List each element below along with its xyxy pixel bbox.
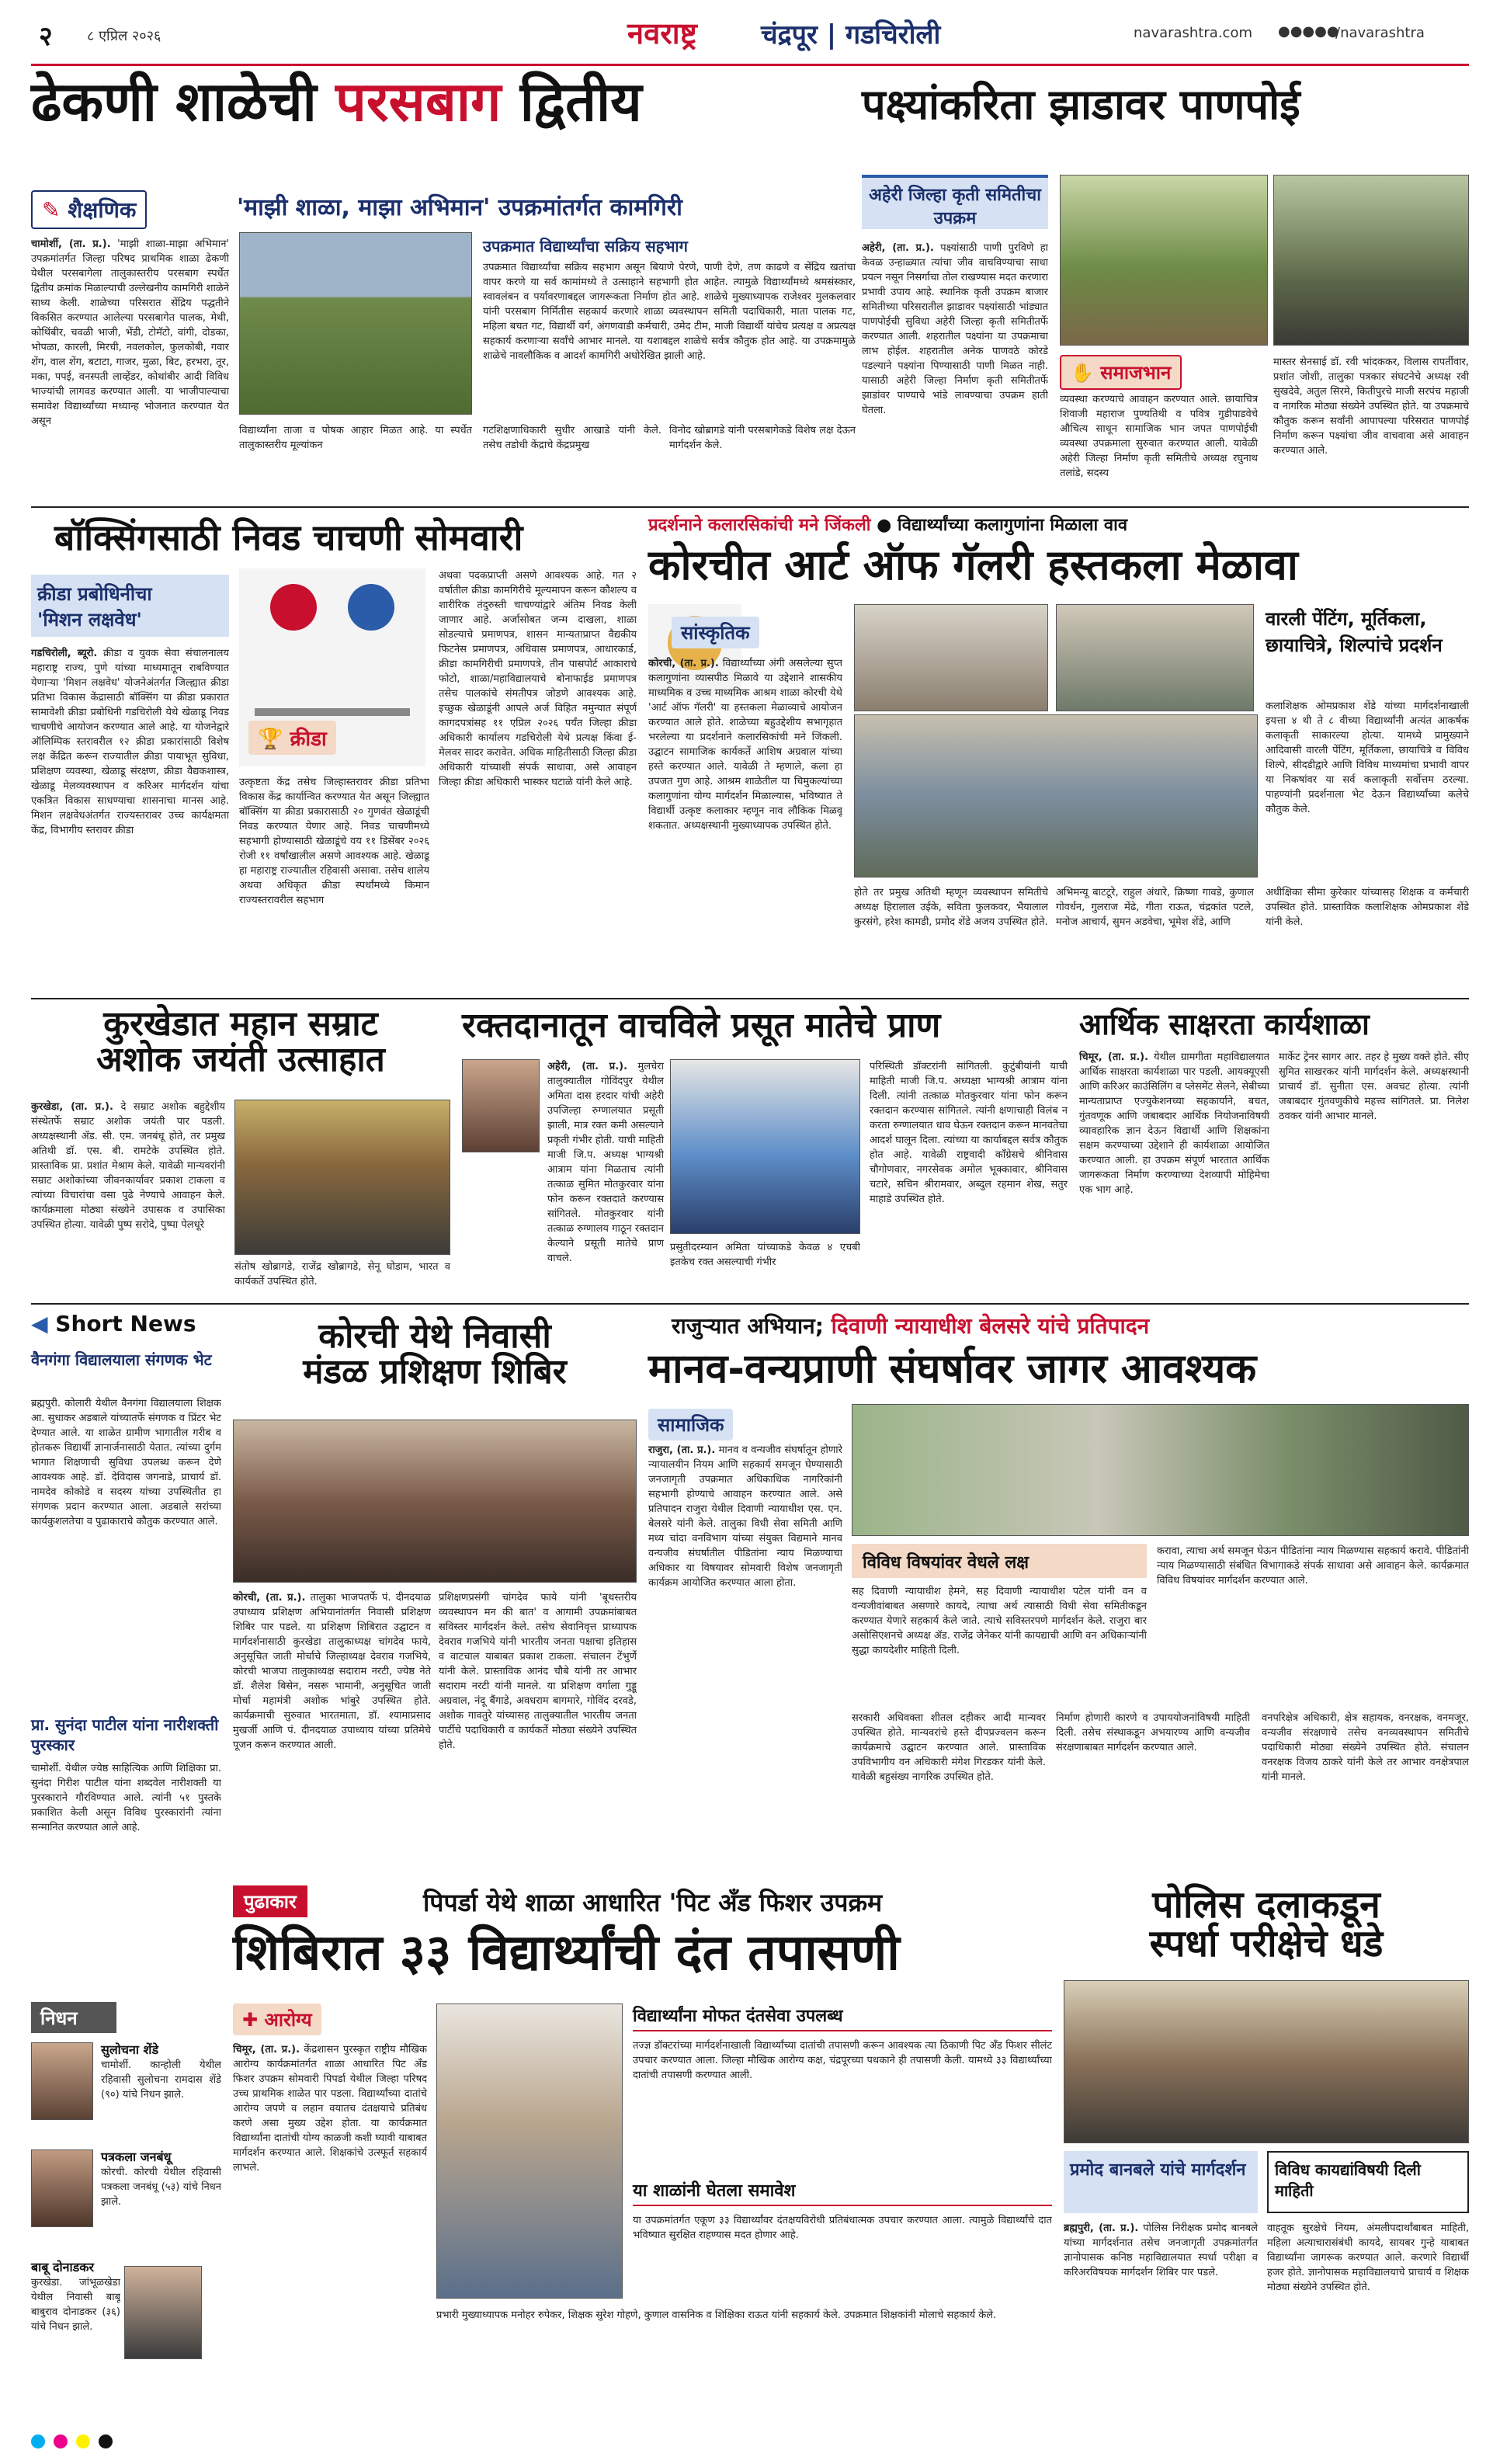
photo-caption: संतोष खोब्रागडे, राजेंद्र खोब्रागडे, सेनू घोडाम, भारत व कार्यकर्ते उपस्थित होते. [234, 1261, 450, 1288]
article-body: कोरची, (ता. प्र.). विद्यार्थ्यांच्या अंगी असलेल्या सुप्त कलागुणांना व्यासपीठ मिळावे या उद्देशाने शासकीय माध्यमिक व उच्च माध्यमिक आश्रम शाळा कोरची येथे 'आर्ट ऑफ गॅलरी' या हस्तकला मेळाव्याचे आयोजन करण्यात आले होते. शाळेच्या बहुउद्देशीय सभागृहात भरलेल्या या प्रदर्शनाने कलारसिकांची मने जिंकली. उद्घाटन सामाजिक कार्यकर्ते आशिष अग्रवाल यांच्या हस्ते करण्यात आले. यावेळी ते म्हणाले, कला हा उपजत गुण आहे. आश्रम शाळेतील या चिमुकल्यांच्या कलागुणांना योग्य मार्गदर्शन मिळाल्यास, भविष्यात ते विद्यार्थी उत्कृष्ट कलाकार म्हणून नाव लौकिक मिळवू शकतात. अध्यक्षस्थानी मुख्याध्यापक उपस्थित होते. [648, 658, 842, 832]
article-body: चिमूर, (ता. प्र.). केंद्रशासन पुरस्कृत राष्ट्रीय मौखिक आरोग्य कार्यक्रमांतर्गत शाळा आधारित पिट अँड फिशर उपक्रम सोमवारी पिपर्डा येथील जिल्हा परिषद उच्च प्राथमिक शाळेत पार पडला. विद्यार्थ्यांच्या दातांचे आरोग्य जपणे व लहान वयातच दंतक्षयाचे प्रतिबंध करणे असा मुख्य उद्देश होता. या कार्यक्रमात विद्यार्थ्यांना दातांची योग्य काळजी कशी घ्यावी याबाबत मार्गदर्शन करण्यात आले. शिक्षकांचे उत्स्फूर्त सहकार्य लाभले. [233, 2044, 427, 2174]
kicker-label: पुढाकार [233, 1885, 307, 1917]
portrait-1 [31, 2042, 93, 2120]
short-news-headline-2: प्रा. सुनंदा पाटील यांना नारीशक्ती पुरस्कार [31, 1715, 219, 1754]
article-body-3: उपक्रमात विद्यार्थ्यांचा सक्रिय सहभाग असून बियाणे पेरणे, पाणी देणे, तण काढणे व सेंद्रिय खतांचा वापर करणे या सर्व कामांमध्ये ते उत्साहाने सहभागी होत आहेत. त्यामुळे विद्यार्थ्यांमध्ये श्रमसंस्कार, स्वावलंबन व पर्यावरणाबद्दल जागरूकता निर्माण होत आहे. शाळेचे मुख्याध्यापक राजेश्वर मुलकलवार यांनी परसबाग निर्मितीस सहकार्य करणारे शाळा व्यवस्थापन समिती पदाधिकारी, माता पालक गट, महिला बचत गट, विद्यार्थी वर्ग, अंगणवाडी कर्मचारी, उमेद टीम, माजी विद्यार्थी यांचेच प्रत्यक्ष व अप्रत्यक्ष सहकार्य करणाऱ्या सर्वांचे आभार मानले. या यशाबद्दल शाळेचे सर्वत्र कौतुक होत आहे. या उपक्रमामुळे शाळेचे नावलौकिक व आदर्श कामगिरी अधोरेखित झाली आहे. [483, 262, 856, 362]
page-number: २ [39, 21, 53, 52]
tree-waterpot-photo [1060, 175, 1268, 346]
category-tag: 🏆 क्रीडा [248, 721, 336, 755]
hands-icon: ✋ [1071, 362, 1101, 384]
trophy-icon: 🏆 [258, 728, 290, 751]
obituary-text-1: चामोर्शी. कान्होली येथील रहिवासी सुलोचना रामदास शेंडे (९०) यांचे निधन झाले. [101, 2059, 221, 2101]
story-dhekani-school [31, 70, 856, 501]
article-body: चिमूर, (ता. प्र.). येथील ग्रामगीता महाविद्यालयात आर्थिक साक्षरता कार्यशाळा पार पडली. आयक्यूएसी आणि करिअर काउंसिलिंग व प्लेसमेंट सेलने, सेबीच्या मान्यताप्राप्त एज्युकेशनच्या सहकार्याने, बचत, गुंतवणूक आणि जबाबदार आर्थिक नियोजनाविषयी व्यावहारिक ज्ञान देऊन विद्यार्थी आणि शिक्षकांना सक्षम करण्याच्या उद्देशाने ही कार्यशाळा आयोजित करण्यात आली. हा उपक्रम संपूर्ण भारतात आर्थिक जागरूकता निर्माण करण्याच्या देशव्यापी मोहिमेचा एक भाग आहे. [1079, 1051, 1269, 1196]
headline: कुरखेडात महान सम्राट अशोक जयंती उत्साहात [96, 1004, 385, 1080]
obituary-label: निधन [31, 2002, 116, 2033]
article-body-2: उत्कृष्टता केंद्र तसेच जिल्हास्तरावर क्रीडा प्रतिभा विकास केंद्र कार्यान्वित करण्यात येत असून जिल्ह्यात बॉक्सिंग या क्रीडा प्रकारासाठी २० गुणवंत खेळाडूंची निवड करण्यात येणार आहे. निवड चाचणीमध्ये सहभागी होण्यासाठी खेळाडूंचे वय ११ डिसेंबर २०२६ रोजी ११ वर्षांखालील असणे आवश्यक आहे. खेळाडू हा महाराष्ट्र राज्यातील रहिवासी असावा. तसेच शालेय अथवा अधिकृत क्रीडा स्पर्धांमध्ये किमान राज्यस्तरावरील सहभाग [239, 777, 429, 906]
section-divider [31, 506, 1469, 508]
article-body-3: करावा, त्याचा अर्थ समजून घेऊन पीडितांना न्याय मिळण्यास सहकार्य करावे. पीडितांनी न्याय मिळण्यासाठी संबंधित विभागाकडे संपर्क साधावा असे आवाहन केले. कार्यक्रमात विविध विषयांवर मार्गदर्शन करण्यात आले. [1157, 1545, 1469, 1586]
article-body-2: प्रशिक्षणप्रसंगी चांगदेव फाये यांनी 'बूथस्तरीय व्यवस्थापन मन की बात' व आगामी उपक्रमांबाबत सविस्तर मार्गदर्शन केले. तसेच सेवानिवृत्त प्राध्यापक देवराव गजभिये यांनी भारतीय जनता पक्षाचा इतिहास व वाटचाल याबाबत प्रकाश टाकला. संचालन टेंभुर्णे यांनी केले. प्रास्ताविक आनंद चौबे यांनी तर आभार सदाराम नरटी यांनी मानले. या प्रशिक्षण वर्गाला गुड्डू अग्रवाल, नंदू बैंगाडे, अवधराम बागमारे, गोविंद दरवडे, अशोक गावतुरे यांच्यासह तालुक्यातील भारतीय जनता पार्टीचे पदाधिकारी व कार्यकर्ते मोठ्या संख्येने उपस्थित होते. [439, 1592, 637, 1751]
article-body: गडचिरोली, ब्यूरो. क्रीडा व युवक सेवा संचालनालय महाराष्ट्र राज्य, पुणे यांच्या माध्यमातून राबविण्यात येणाऱ्या 'मिशन लक्षवेध' योजनेअंतर्गत जिल्ह्यात क्रीडा प्रतिभा विकास केंद्रासाठी बॉक्सिंग या क्रीडा प्रकारात सामावेशी क्रीडा प्रबोधिनी गडचिरोली येथे खेळाडू निवड चाचणीचे आयोजन करण्यात आले आहे. या योजनेद्वारे ऑलिम्पिक स्तरावरील १२ क्रीडा प्रकारांसाठी विशेष लक्ष केंद्रित करून राज्यातील क्रीडा पायाभूत सुविधा, प्रशिक्षण व्यवस्था, खेळाडू संरक्षण, क्रीडा वैद्यकशास्त्र, खेळाडू मेलव्यवस्थापन व करिअर मार्गदर्शन यांचा एकत्रित विकास साधण्याचा शासनाचा मानस आहे. मिशन लक्षवेधअंतर्गत राज्यस्तरावर उच्च कार्यक्षमता केंद्र, विभागीय स्तरावर क्रीडा [31, 648, 229, 836]
headline: कोरची येथे निवासी मंडळ प्रशिक्षण शिबिर [303, 1316, 567, 1392]
article-body: अहेरी, (ता. प्र.). मुलचेरा तालुक्यातील गोविंदपुर येथील अमिता दास हरदार यांची अहेरी उपजिल्हा रुग्णालयात प्रसूती झाली, मात्र रक्त कमी असल्याने प्रकृती गंभीर होती. याची माहिती माजी जि.प. अध्यक्ष भाग्यश्री आत्राम यांना मिळताच त्यांनी तत्काळ सुमित मोतकुरवार यांना फोन करून रक्तदाते करण्यास सांगितले. मोतकुरवार यांनी तत्काळ रुग्णालय गाठून रक्तदान केल्याने प्रसूती मातेचे प्राण वाचले. [547, 1061, 664, 1264]
category-tag: ✚ आरोग्य [233, 2004, 321, 2035]
headline: मानव-वन्यप्राणी संघर्षावर जागर आवश्यक [648, 1346, 1257, 1392]
headline: बॉक्सिंगसाठी निवड चाचणी सोमवारी [54, 516, 523, 558]
training-camp-photo [233, 1420, 637, 1583]
social-handle[interactable]: /navarashtra [1335, 25, 1425, 41]
short-news-label: ◀ Short News [31, 1311, 196, 1336]
article-body-2: व्यवस्था करण्याचे आवाहन करण्यात आले. छायाचित्र शिवाजी महाराज पुण्यतिथी व पवित्र गुडीपाडवेचे औचित्य साधून सामाजिक भान जपत पाणपोईची व्यवस्था उपक्रमाला सुरुवात करण्यात आली. यावेळी अहेरी जिल्हा निर्माण कृती समितीचे अध्यक्ष रघुनाथ तलांडे, सदस्य [1060, 394, 1258, 479]
article-body: कोरची, (ता. प्र.). तालुका भाजपतर्फे पं. दीनदयाळ उपाध्याय प्रशिक्षण अभियानांतर्गत निवासी प्रशिक्षण शिबिर पार पडले. या प्रशिक्षण शिबिरात उद्घाटन व मार्गदर्शनासाठी कुरखेडा तालुकाध्यक्ष चांगदेव फाये, अनुसूचित जाती मोर्चाचे जिल्हाध्यक्ष देवराव गजभिये, कोरची भाजपा तालुकाध्यक्ष सदाराम नरटी, ज्येष्ठ नेते डॉ. शैलेश बिसेन, नसरू भामानी, अनुसूचित जाती मोर्चा महामंत्री अशोक भांबुरे उपस्थित होते. कार्यक्रमाची सुरुवात भारतमाता, डॉ. श्यामाप्रसाद मुखर्जी आणि पं. दीनदयाळ उपाध्याय यांच्या प्रतिमेचे पूजन करून करण्यात आली. [233, 1592, 431, 1751]
category-tag: ✋ समाजभान [1060, 355, 1182, 390]
arrow-icon: ◀ [31, 1311, 56, 1336]
obituary-text-2: कोरची. कोरची येथील रहिवासी पत्रकला जनबंधू (५३) यांचे निधन झाले. [101, 2167, 221, 2208]
short-news-body-1: ब्रह्मपुरी. कोलारी येथील वैनगंगा विद्यालयाला शिक्षक आ. सुधाकर अडबाले यांच्यातर्फे संगणक व प्रिंटर भेट देण्यात आले. या शाळेत ग्रामीण भागातील गरीब व होतकरू विद्यार्थी ज्ञानार्जनासाठी येतात. त्यांच्या दुर्गम भागात शिक्षणाची सुविधा उपलब्ध करून देणे आवश्यक आहे. डॉ. देविदास जगनाडे, प्राचार्य डॉ. नामदेव कोकोडे व सदस्य यांच्या उपस्थितीत हा संगणक प्रदान करण्यात आला. अडबाले सरांच्या कार्यकुशलतेचा व पुढाकाराचे कौतुक करण्यात आले. [31, 1398, 221, 1527]
kicker-line-1: क्रीडा प्रबोधिनीचा [37, 583, 152, 605]
story-human-wildlife [648, 1311, 1469, 1870]
guest-photo [1056, 604, 1254, 711]
group-photo [1273, 175, 1469, 346]
article-body: चामोर्शी, (ता. प्र.). 'माझी शाळा-माझा अभिमान' उपक्रमांतर्गत जिल्हा परिषद प्राथमिक शाळा ढेकणी येथील परसबागेला तालुकास्तरीय परसबाग स्पर्धेत द्वितीय क्रमांक मिळाल्याची उल्लेखनीय कामगिरी शाळेने साध्य केली. शाळेच्या परिसरात सेंद्रिय पद्धतीने विकसित करण्यात आलेल्या परसबागेत पालक, मेथी, कोथिंबीर, चवळी भाजी, भेंडी, टोमॅटो, वांगी, दोडका, भोपळा, कारली, मिरची, नवलकोल, फुलकोबी, गवार शेंग, वाल शेंग, बटाटा, गाजर, मुळा, बिट, हरभरा, तूर, मका, पपई, वनस्पती लाव्हेंडर, कोथांबीर आदी विविध भाज्यांची लागवड करण्यात आली. या भाजीपाल्याचा समावेश विद्यार्थ्यांच्या मध्यान्ह भोजनात करण्यात येत असून [31, 238, 229, 427]
portrait-2 [31, 2149, 93, 2227]
registration-marks [31, 2434, 1469, 2456]
article-body-4: प्रभारी मुख्याध्यापक मनोहर रुपेकर, शिक्षक सुरेश गोहणे, कुणाल वासनिक व शिक्षिका राऊत यांनी सहकार्य केले. उपक्रमात शिक्षकांनी मोलाचे सहकार्य केले. [436, 2309, 997, 2321]
box-heading: विविध विषयांवर वेधले लक्ष [852, 1544, 1147, 1578]
headline: ढेकणी शाळेची परसबाग द्वितीय [31, 70, 642, 134]
article-body-2: तज्ज्ञ डॉक्टरांच्या मार्गदर्शनाखाली विद्यार्थ्यांच्या दातांची तपासणी करून आवश्यक त्या ठिकाणी पिट अँड फिशर सीलंट उपचार करण्यात आला. जिल्हा मौखिक आरोग्य कक्ष, चंद्रपूरच्या पथकाने ही तपासणी केली. यामध्ये ३३ विद्यार्थ्यांच्या दातांची तपासणी करण्यात आली. [633, 2040, 1052, 2081]
box-heading-1: विद्यार्थ्यांना मोफत दंतसेवा उपलब्ध [633, 2004, 1052, 2031]
photo-caption: प्रसुतीदरम्यान अमिता यांच्याकडे केवळ ४ एचबी इतकेच रक्त असल्याची गंभीर [670, 1242, 860, 1268]
story-blood-donation [462, 1003, 1068, 1298]
blood-donor-photo [670, 1059, 860, 1234]
article-body-5: निर्माण होणारी कारणे व उपाययोजनांविषयी माहिती दिली. तसेच संस्थाकडून अभयारण्य आणि वन्यजीव संरक्षणाबाबत मार्गदर्शन करण्यात आले. [1056, 1712, 1250, 1753]
obituary-text-3: कुरखेडा. जांभूळखेडा येथील निवासी बाबू बाबुराव दोनाडकर (३६) यांचे निधन झाले. [31, 2277, 120, 2333]
newspaper-logo: नवराष्ट्र [627, 16, 697, 50]
article-body-6: वनपरिक्षेत्र अधिकारी, क्षेत्र सहायक, वनरक्षक, वनमजूर, वन्यजीव संरक्षणाचे तसेच वनव्यवस्थापन समितीचे पदाधिकारी मोठ्या संख्येने उपस्थित होते. संचालन वनरक्षक विजय ठाकरे यांनी केले तर आभार वनक्षेत्रपाल यांनी मानले. [1262, 1712, 1469, 1783]
story-birds-water [862, 74, 1469, 501]
seminar-photo [852, 1404, 1469, 1536]
mother-photo [462, 1059, 540, 1152]
kicker-box: अहेरी जिल्हा कृती समितीचा उपक्रम [862, 175, 1048, 229]
edition-name: चंद्रपूर | गडचिरोली [761, 19, 941, 50]
article-body-2: कलाशिक्षक ओमप्रकाश शेंडे यांच्या मार्गदर्शनाखाली इयत्ता ४ थी ते ८ वीच्या विद्यार्थ्यांनी अत्यंत आकर्षक कलाकृती साकारल्या होत्या. यामध्ये प्रामुख्याने आदिवासी वारली पेंटिंग, मूर्तिकला, छायाचित्रे व विविध शिल्पे, सीदडीद्वारे आणि विविध माध्यमांचा प्रभावी वापर या निकषांवर या सर्व कलाकृती सर्वोत्तम ठरल्या. पाहण्यांनी प्रदर्शनाला भेट देऊन विद्यार्थ्यांच्या कलेचे कौतुक केले. [1266, 700, 1469, 815]
short-news-headline-1: वैनगंगा विद्यालयाला संगणक भेट [31, 1350, 212, 1369]
article-body-5: विनोद खोब्रागडे यांनी परसबागेकडे विशेष लक्ष देऊन मार्गदर्शन केले. [669, 425, 856, 451]
story-korchi-art [648, 513, 1469, 994]
box-heading-2: विविध कायद्यांविषयी दिली माहिती [1267, 2151, 1469, 2213]
kicker: राजुऱ्यात अभियान; दिवाणी न्यायाधीश बेलसरे यांचे प्रतिपादन [672, 1313, 1150, 1339]
kicker-line-2: 'मिशन लक्षवेध' [37, 609, 142, 631]
article-body: अहेरी, (ता. प्र.). पक्ष्यांसाठी पाणी पुरविणे हा केवळ उन्हाळ्यात त्यांचा जीव वाचविण्याचा साधा प्रयत्न नसून निसर्गाचा तोल राखण्यास मदत करणारा प्रभावी उपाय आहे. स्थानिक कृती उपक्रम बाजार समितीच्या परिसरातील झाडावर पक्ष्यांसाठी भांड्यात पाणपोईची सुविधा अहेरी जिल्हा कृती समितीतर्फे करण्यात आली. शहरातील पक्ष्यांना या उपक्रमाचा लाभ होईल. शहरातील अनेक पाणवठे कोरडे पडल्याने पक्ष्यांना पिण्यासाठी पाणी मिळत नाही. यासाठी अहेरी जिल्हा निर्माण कृती समितीतर्फे झाडांवर पाण्याचे भांडे लावण्याचा उपक्रम हाती घेतला. [862, 242, 1048, 416]
article-body-4: अभिमन्यू बाटटूरे, राहुल अंधारे, क्रिष्णा गावडे, कुणाल गोवर्धन, गुलराज मेंढे, गीता राऊत, चंद्रकांत पटले, मनोज आचार्य, सुमन अडवेचा, भूमेश शेंडे, आणि [1056, 887, 1254, 928]
headline: आर्थिक साक्षरता कार्यशाळा [1079, 1007, 1370, 1041]
category-tag: सांस्कृतिक [672, 617, 759, 648]
police-seminar-photo [1064, 1980, 1469, 2143]
article-body-2: विद्यार्थ्यांना ताजा व पोषक आहार मिळत आहे. या स्पर्धेत तालुकास्तरीय मूल्यांकन [239, 425, 472, 451]
story-dental-checkup [233, 1879, 1052, 2423]
box-heading-2: या शाळांनी घेतला समावेश [633, 2178, 1052, 2206]
masthead [0, 0, 1500, 70]
headline: पक्ष्यांकरिता झाडावर पाणपोई [862, 80, 1300, 129]
article-body-3: अथवा पदकप्राप्ती असणे आवश्यक आहे. गत २ वर्षातील क्रीडा कामगिरीचे मूल्यमापन करून कौशल्य व शारीरिक तंदुरुस्ती चाचण्यांद्वारे अंतिम निवड केली जाणार आहे. अर्जासोबत जन्म दाखला, शाळा सोडल्याचे प्रमाणपत्र, शासन मान्यताप्राप्त वैद्यकीय फिटनेस प्रमाणपत्र, अधिवास प्रमाणपत्र, आधारकार्ड, क्रीडा कामगिरीची प्रमाणपत्रे, तीन पासपोर्ट आकाराचे फोटो, शाळा/महाविद्यालयाचे बोनाफाईड प्रमाणपत्र तसेच पालकांचे संमतीपत्र जोडणे आवश्यक आहे. इच्छुक खेळाडूंनी आपले अर्ज विहित नमुन्यात संपूर्ण कागदपत्रांसह ११ एप्रिल २०२६ पर्यंत जिल्हा क्रीडा अधिकारी कार्यालय गडचिरोली येथे प्रत्यक्ष किंवा ई-मेलवर सादर करावेत. अधिक माहितीसाठी जिल्हा क्रीडा अधिकारी यांच्याशी संपर्क साधावा, असे आवाहन जिल्हा क्रीडा अधिकारी भास्कर घटाळे यांनी केले आहे. [439, 570, 637, 788]
headline: रक्तदानातून वाचविले प्रसूत मातेचे प्राण [462, 1006, 941, 1045]
subheadline: वारली पेंटिंग, मूर्तिकला, छायाचित्रे, शिल्पांचे प्रदर्शन [1266, 608, 1443, 656]
headline: शिबिरात ३३ विद्यार्थ्यांची दंत तपासणी [233, 1924, 900, 1982]
article-body: कुरखेडा, (ता. प्र.). दे सम्राट अशोक बहुद्देशीय संस्थेतर्फे सम्राट अशोक जयंती पार पडली. अध्यक्षस्थानी ॲड. सी. एम. जनबंधू होते, तर प्रमुख अतिथी डॉ. एस. बी. रामटेके उपस्थित होते. प्रास्ताविक प्रा. प्रशांत मेश्राम केले. यावेळी मान्यवरांनी सम्राट अशोकांच्या जीवनकार्यावर प्रकाश टाकला व त्यांच्या विचारांचा वसा पुढे नेण्याचे आवाहन केले. कार्यक्रमाला मोठ्या संख्येने उपासक व उपासिका उपस्थित होत्या. यावेळी पुष्प सरोदे, पुष्पा पेलधूरे [31, 1101, 225, 1231]
article-body-5: अधीक्षिका सीमा कुरेकार यांच्यासह शिक्षक व कर्मचारी उपस्थित होते. प्रास्ताविक कलाशिक्षक ओमप्रकाश शेंडे यांनी केले. [1266, 887, 1469, 928]
obituary-name-2: पत्रकला जनबंधू [101, 2149, 172, 2164]
portrait-3 [124, 2266, 202, 2359]
obituary-name-3: बाबू दोनाडकर [31, 2260, 95, 2275]
school-garden-photo [239, 232, 472, 415]
story-ashok-jayanti [31, 1003, 450, 1298]
short-news-column [31, 1311, 221, 1994]
kicker: पिपर्डा येथे शाळा आधारित 'पिट अँड फिशर उपक्रम [423, 1888, 883, 1917]
page-date: ८ एप्रिल २०२६ [87, 28, 161, 44]
exhibition-photo [854, 714, 1258, 878]
short-news-body-2: चामोर्शी. येथील ज्येष्ठ साहित्यिक आणि शिक्षिका प्रा. सुनंदा गिरीश पाटील यांना शब्दवेल नारीशक्ती या पुरस्काराने गौरविण्यात आले. त्यांनी ५१ पुस्तके प्रकाशित केली असून विविध पुरस्कारांनी त्यांना सन्मानित करण्यात आले आहे. [31, 1763, 221, 1833]
article-body-4: गटशिक्षणाधिकारी सुधीर आखाडे यांनी केले. तसेच तडोधी केंद्राचे केंद्रप्रमुख [483, 425, 661, 451]
masthead-rule [31, 64, 1469, 66]
art-teacher-photo [854, 604, 1048, 711]
article-body-2: मार्केट ट्रेनर सागर आर. तहर हे मुख्य वक्ते होते. सीए सुमित साखरकर यांनी मार्गदर्शन केले. अध्यक्षस्थानी प्राचार्य डॉ. सुनीता एस. अवचट होत्या. त्यांनी जबाबदार गुंतवणुकीचे महत्त्व सांगितले. प्रा. निलेश ठवकर यांनी आभार मानले. [1279, 1051, 1469, 1122]
article-body-2: वाहतूक सुरक्षेचे नियम, अंमलीपदार्थांबाबत माहिती, महिला अत्याचारासंबंधी कायदे, सायबर गुन्हे याबाबत विद्यार्थ्यांना जागरूक करण्यात आले. करणारे विद्यार्थी हजर होते. ज्ञानोपासक महाविद्यालयाचे प्राचार्य व शिक्षक मोठ्या संख्येने उपस्थित होते. [1267, 2222, 1469, 2293]
kicker: प्रदर्शनाने कलारसिकांची मने जिंकली ● विद्यार्थ्यांच्या कलागुणांना मिळाला वाव [648, 516, 1128, 535]
section-divider [31, 998, 1469, 999]
article-body-3: मास्तर सेनसाई डॉ. रवी भांदककर, विलास रापर्तीवार, प्रशांत जोशी, तालुका पत्रकार संघटनेचे अध्यक्ष रवी सुखदेवे, अतुल सिरमे, कितीपुरचे माजी सरपंच महाजी व नागरिक मोठ्या संख्येने उपस्थित होते. या उपक्रमाचे कौतुक करून सर्वांनी आपापल्या परिसरात पाणपोई निर्माण करून पक्ष्यांचा जीव वाचवावा असे आवाहन करण्यात आले. [1273, 356, 1469, 457]
kicker-box [31, 575, 229, 637]
section-divider [31, 1303, 1469, 1305]
subheadline: 'माझी शाळा, माझा अभिमान' उपक्रमांतर्गत कामगिरी [237, 194, 682, 221]
education-icon: ✎ [42, 197, 68, 223]
headline: कोरचीत आर्ट ऑफ गॅलरी हस्तकला मेळावा [648, 540, 1298, 589]
obituary-column [31, 2002, 221, 2421]
social-icons[interactable]: ●●●●● [1278, 23, 1339, 40]
article-body-3: होते तर प्रमुख अतिथी म्हणून व्यवस्थापन समितीचे अध्यक्ष हिरालाल उईके, सविता फुलकवर, भैयालाल कुरसंगे, हरेश कामडी, प्रमोद शेंडे अजय उपस्थित होते. [854, 887, 1048, 928]
dental-checkup-photo [436, 2004, 623, 2299]
category-tag: ✎ शैक्षणिक [31, 190, 147, 229]
site-url[interactable]: navarashtra.com [1134, 25, 1252, 41]
article-body-3: या उपक्रमांतर्गत एकूण ३३ विद्यार्थ्यांवर दंतक्षयविरोधी प्रतिबंधात्मक उपचार करण्यात आला. त्यामुळे विद्यार्थ्यांचे दात भविष्यात सुरक्षित राहण्यास मदत होणार आहे. [633, 2215, 1052, 2241]
story-boxing-trials [31, 513, 637, 994]
story-korchi-training [233, 1311, 637, 1870]
article-body: राजुरा, (ता. प्र.). मानव व वन्यजीव संघर्षातून होणारे न्यायालयीन नियम आणि सहकार्य समजून घेण्यासाठी जनजागृती उपक्रमात अधिकाधिक नागरिकांनी सहभागी होण्याचे आवाहन करण्यात आले. असे प्रतिपादन राजुरा येथील दिवाणी न्यायाधीश एस. एन. बेलसरे यांनी केले. तालुका विधी सेवा समिती आणि मध्य चांदा वनविभाग यांच्या संयुक्त विद्यमाने मानव वन्यजीव संघर्षातील पीडितांना न्याय मिळण्याचा अधिकार या विषयावर सोमवारी विशेष जनजागृती कार्यक्रम आयोजित करण्यात आला होता. [648, 1444, 842, 1589]
article-body: ब्रह्मपुरी, (ता. प्र.). पोलिस निरीक्षक प्रमोद बानबले यांच्या मार्गदर्शनात तसेच जनजागृती उपक्रमांतर्गत ज्ञानोपासक कनिष्ठ महाविद्यालयात स्पर्धा परीक्षा व करिअरविषयक मार्गदर्शन शिबिर पार पडले. [1064, 2222, 1258, 2278]
side-subhead: उपक्रमात विद्यार्थ्यांचा सक्रिय सहभाग [483, 237, 688, 255]
story-police-exam [1064, 1879, 1469, 2423]
article-body-2: परिस्थिती डॉक्टरांनी सांगितली. कुटुंबीयांनी याची माहिती माजी जि.प. अध्यक्षा भाग्यश्री आत्राम यांना दिली. त्यांनी तत्काळ मोतकुरवार यांना फोन करून रक्तदान करण्यास सांगितले. त्यांनी क्षणाचाही विलंब न करता रुग्णालयात धाव घेऊन रक्तदान करून मानवतेचा आदर्श घालून दिला. त्यांच्या या कार्याबद्दल सर्वत्र कौतुक होत आहे. यावेळी राष्ट्रवादी काँग्रेसचे श्रीनिवास चौगोणवार, नगरसेवक अमोल भूक्कावार, श्रीनिवास चटारे, सचिन श्रीरामवार, अब्दुल रहमान शेख, सतुर माहाडे उपस्थित होते. [870, 1061, 1068, 1205]
article-body-4: सरकारी अधिवक्ता शीतल दहीकर आदी मान्यवर उपस्थित होते. मान्यवरांचे हस्ते दीपप्रज्वलन करून कार्यक्रमाचे उद्घाटन करण्यात आले. प्रास्ताविक उपविभागीय वन अधिकारी मंगेश गिरडकर यांनी केले. यावेळी बहुसंख्य नागरिक उपस्थित होते. [852, 1712, 1046, 1783]
stage-photo [234, 1100, 450, 1255]
box-heading: प्रमोद बानबले यांचे मार्गदर्शन [1064, 2151, 1258, 2213]
headline: पोलिस दलाकडून स्पर्धा परीक्षेचे धडे [1149, 1883, 1384, 1966]
health-icon: ✚ [242, 2009, 265, 2031]
obituary-name-1: सुलोचना शेंडे [101, 2042, 159, 2057]
article-body-2: सह दिवाणी न्यायाधीश हेमने, सह दिवाणी न्यायाधीश पटेल यांनी वन व वन्यजीवांबाबत असणारे कायदे, त्याचा अर्थ त्यासाठी विधी सेवा समितीकडून करण्यात येणारे सहकार्य केले जाते. त्याचे सविस्तरपणे मार्गदर्शन केले. राजुरा बार असोसिएशनचे अध्यक्ष ॲड. राजेंद्र जेनेकर यांनी कायद्याची आणि वन अधिकाऱ्यांनी सुद्धा कायदेशीर माहिती दिली. [852, 1586, 1147, 1656]
story-financial-literacy [1079, 1003, 1469, 1298]
category-tag: सामाजिक [648, 1409, 733, 1441]
